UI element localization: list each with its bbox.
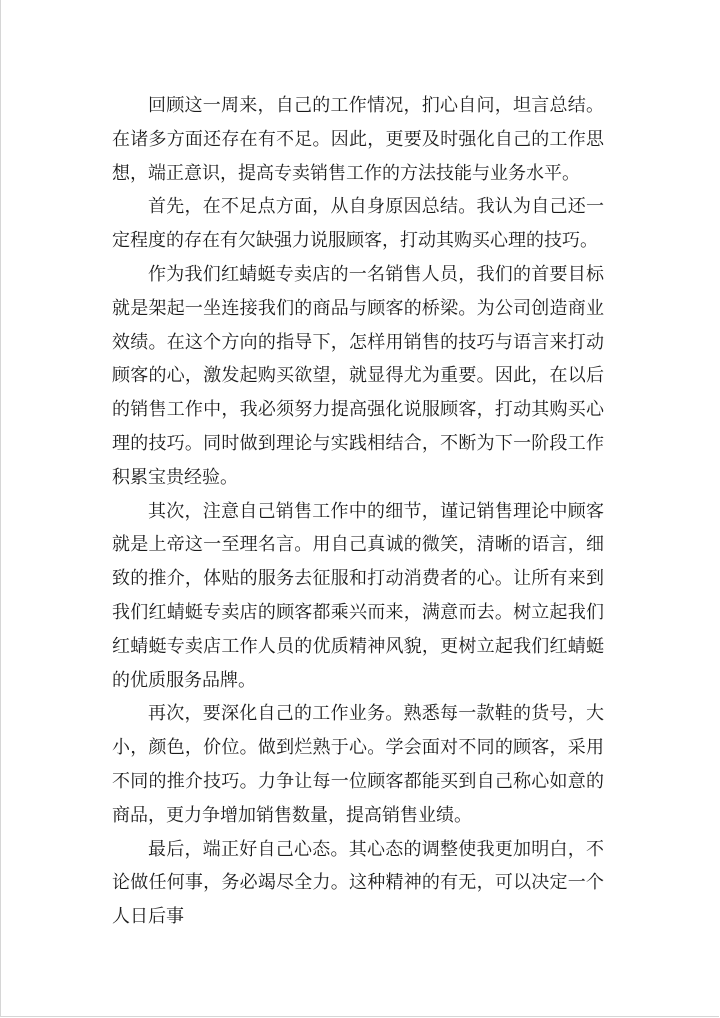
paragraph-second: 其次，注意自己销售工作中的细节，谨记销售理论中顾客就是上帝这一至理名言。用自己真诚的微笑，清晰的语言，细致的推介，体贴的服务去征服和打动消费者的心。让所有来到我们红蜻蜓专卖店的顾客都乘兴而来，满意而去。树立起我们红蜻蜓专卖店工作人员的优质精神风貌，更树立起我们红蜻蜓的优质服务品牌。 [112, 500, 604, 691]
paragraph-third: 再次，要深化自己的工作业务。熟悉每一款鞋的货号，大小，颜色，价位。做到烂熟于心。学会面对不同的顾客，采用不同的推介技巧。力争让每一位顾客都能买到自己称心如意的商品，更力争增加销售数量，提高销售业绩。 [112, 703, 604, 826]
paragraph-role: 作为我们红蜻蜓专卖店的一名销售人员，我们的首要目标就是架起一坐连接我们的商品与顾客的桥梁。为公司创造商业效绩。在这个方向的指导下，怎样用销售的技巧与语言来打动顾客的心，激发起购买欲望，就显得尤为重要。因此，在以后的销售工作中，我必须努力提高强化说服顾客，打动其购买心理的技巧。同时做到理论与实践相结合，不断为下一阶段工作积累宝贵经验。 [112, 263, 604, 488]
paragraph-review: 回顾这一周来，自己的工作情况，扪心自问，坦言总结。在诸多方面还存在有不足。因此，更要及时强化自己的工作思想，端正意识，提高专卖销售工作的方法技能与业务水平。 [112, 95, 604, 184]
document-body [112, 89, 604, 934]
paragraph-last: 最后，端正好自己心态。其心态的调整使我更加明白，不论做任何事，务必竭尽全力。这种精神的有无，可以决定一个人日后事 [112, 838, 604, 928]
paragraph-first: 首先，在不足点方面，从自身原因总结。我认为自己还一定程度的存在有欠缺强力说服顾客，打动其购买心理的技巧。 [112, 196, 604, 252]
